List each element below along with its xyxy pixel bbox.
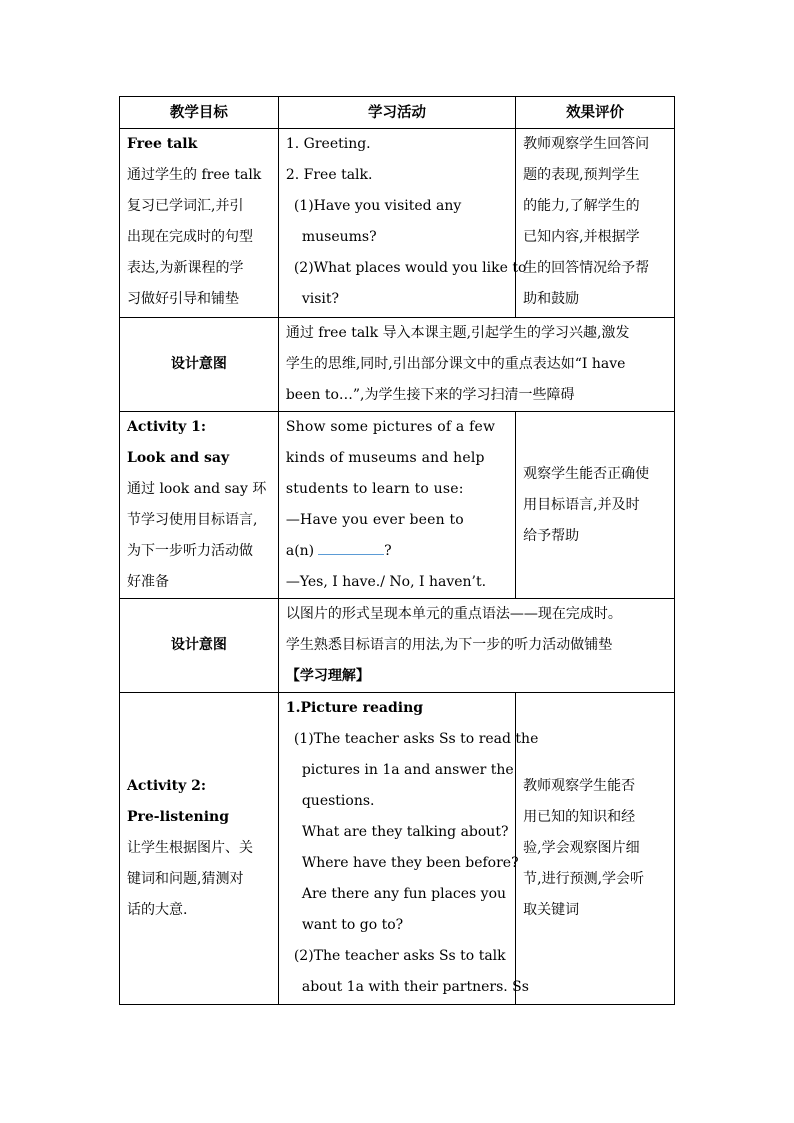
goal-line: 出现在完成时的句型 <box>127 229 253 245</box>
evaluation-cell <box>516 129 675 318</box>
evaluation-line: 节,进行预测,学会听 <box>523 871 645 887</box>
evaluation-line: 已知内容,并根据学 <box>523 229 640 245</box>
goal-line: 键词和问题,猜测对 <box>127 871 244 887</box>
table-row <box>120 412 675 599</box>
goal-cell <box>120 129 279 318</box>
goal-title: Pre-listening <box>127 809 229 825</box>
design-intent-line: 学生的思维,同时,引出部分课文中的重点表达如“I have <box>285 356 626 372</box>
activity-line: about 1a with their partners. Ss <box>301 979 529 995</box>
blank-underline <box>318 540 384 555</box>
design-intent-cell <box>278 599 674 693</box>
goal-cell <box>120 412 279 599</box>
goal-line: 表达,为新课程的学 <box>127 260 244 276</box>
activity-line: 2. Free talk. <box>285 167 373 183</box>
activity-line: kinds of museums and help <box>285 450 485 466</box>
evaluation-line: 生的回答情况给予帮 <box>523 260 650 276</box>
design-intent-label: 设计意图 <box>120 318 279 412</box>
design-intent-label: 设计意图 <box>120 599 279 693</box>
activity-line: (2)The teacher asks Ss to talk <box>293 948 506 964</box>
activity-cell <box>278 693 539 1005</box>
activity-line: 1. Greeting. <box>285 136 371 152</box>
activity-line: What are they talking about? <box>301 824 509 840</box>
activity-line: —Have you ever been to <box>285 512 464 528</box>
goal-line: 为下一步听力活动做 <box>127 543 253 559</box>
evaluation-line: 观察学生能否正确使 <box>523 465 650 482</box>
table-row <box>120 693 675 1005</box>
evaluation-line: 教师观察学生能否 <box>523 778 636 794</box>
section-heading: 【学习理解】 <box>285 668 370 684</box>
activity-line: visit? <box>301 291 340 307</box>
design-intent-line: 学生熟悉目标语言的用法,为下一步的听力活动做铺垫 <box>285 637 613 653</box>
header-evaluation: 效果评价 <box>516 97 675 129</box>
activity-line: (1)The teacher asks Ss to read the <box>293 731 539 747</box>
header-row <box>120 97 675 129</box>
evaluation-line: 的能力,了解学生的 <box>523 198 640 214</box>
evaluation-line: 取关键词 <box>523 902 580 918</box>
activity-line: students to learn to use: <box>285 481 464 497</box>
goal-line: 通过 look and say 环 <box>127 481 267 497</box>
activity-line: (1)Have you visited any <box>293 198 462 214</box>
header-teaching-goal: 教学目标 <box>120 97 279 129</box>
goal-title: Free talk <box>127 136 198 152</box>
evaluation-line: 用已知的知识和经 <box>523 809 636 825</box>
goal-line: 通过学生的 free talk <box>127 167 262 183</box>
activity-cell <box>278 129 527 318</box>
goal-cell <box>120 693 279 1005</box>
design-intent-line: 以图片的形式呈现本单元的重点语法——现在完成时。 <box>285 606 622 622</box>
evaluation-cell <box>516 693 675 1005</box>
activity-line: want to go to? <box>301 917 404 933</box>
evaluation-line: 验,学会观察图片细 <box>523 840 640 856</box>
goal-line: 节学习使用目标语言, <box>127 512 258 528</box>
fill-in-blank-line <box>286 536 508 567</box>
header-learning-activity: 学习活动 <box>278 97 515 129</box>
goal-line: 让学生根据图片、关 <box>127 840 253 856</box>
evaluation-line: 给予帮助 <box>523 527 580 544</box>
activity-line: Where have they been before? <box>301 855 519 871</box>
activity-line: museums? <box>301 229 377 245</box>
activity-line: Are there any fun places you <box>301 886 507 902</box>
goal-line: 话的大意. <box>127 902 188 918</box>
goal-title: Look and say <box>127 450 230 466</box>
lesson-plan-table <box>119 96 675 1005</box>
evaluation-cell <box>516 412 675 599</box>
evaluation-line: 用目标语言,并及时 <box>523 496 640 513</box>
evaluation-line: 助和鼓励 <box>523 291 580 307</box>
activity-line: Show some pictures of a few <box>285 419 496 435</box>
blank-suffix: ? <box>384 543 392 559</box>
activity-cell <box>278 412 515 599</box>
activity-title: 1.Picture reading <box>285 700 424 716</box>
activity-line: (2)What places would you like to <box>293 260 527 276</box>
blank-prefix: a(n) <box>285 543 315 559</box>
design-intent-cell <box>278 318 674 412</box>
goal-line: 习做好引导和铺垫 <box>127 291 239 307</box>
goal-title: Activity 2: <box>127 778 207 794</box>
activity-line: pictures in 1a and answer the <box>301 762 514 778</box>
table-row <box>120 129 675 318</box>
table-row <box>120 318 675 412</box>
activity-line: —Yes, I have./ No, I haven’t. <box>285 574 487 590</box>
evaluation-line: 题的表现,预判学生 <box>523 167 640 183</box>
goal-title: Activity 1: <box>127 419 207 435</box>
design-intent-line: 通过 free talk 导入本课主题,引起学生的学习兴趣,激发 <box>285 325 630 341</box>
design-intent-line: been to…”,为学生接下来的学习扫清一些障碍 <box>285 387 575 403</box>
goal-line: 复习已学词汇,并引 <box>127 198 244 214</box>
table-row <box>120 599 675 693</box>
evaluation-line: 教师观察学生回答问 <box>523 136 650 152</box>
activity-line: questions. <box>301 793 375 809</box>
goal-line: 好准备 <box>127 574 169 590</box>
